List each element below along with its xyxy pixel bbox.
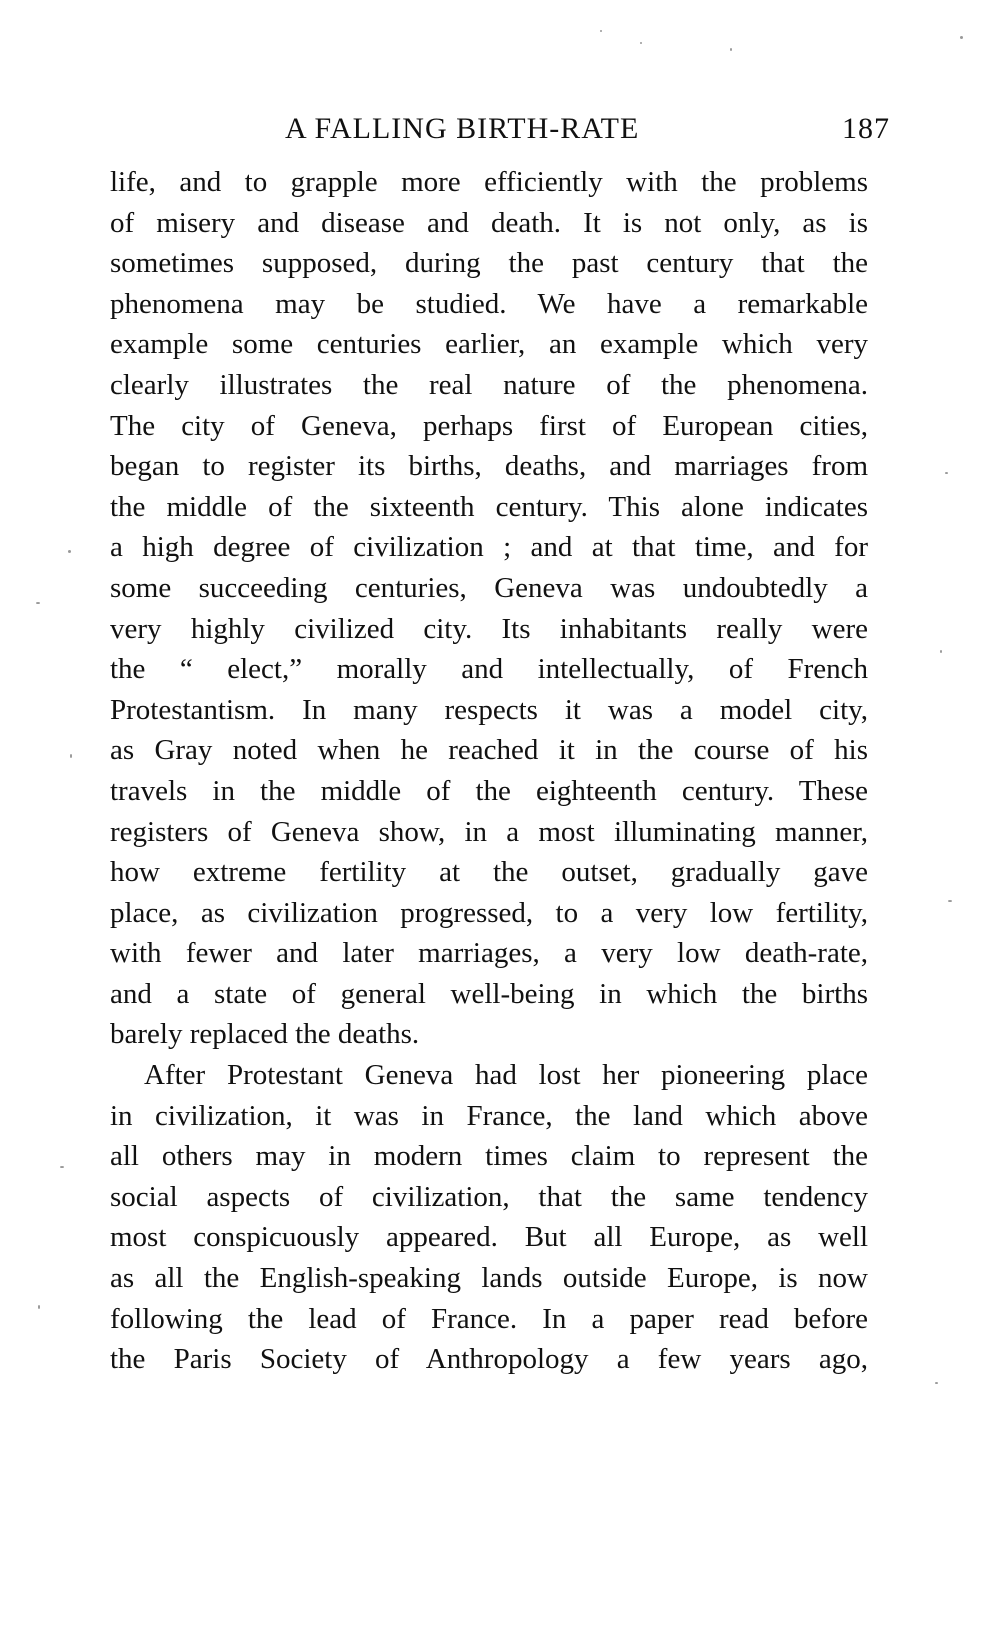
scan-speck (600, 30, 602, 32)
paragraph-2 (110, 1055, 868, 1380)
text-line: clearly illustrates the real nature of the phenomena. (110, 368, 868, 401)
text-line: of misery and disease and death. It is not only, as is (110, 206, 868, 239)
scan-speck (940, 650, 942, 653)
text-line: social aspects of civilization, that the same tendency (110, 1180, 868, 1213)
scan-speck (935, 1382, 938, 1384)
text-line: Protestantism. In many respects it was a model city, (110, 693, 868, 726)
text-line: travels in the middle of the eighteenth century. These (110, 774, 868, 807)
text-line: the “ elect,” morally and intellectually, of French (110, 653, 868, 686)
text-line: place, as civilization progressed, to a very low fertility, (110, 896, 868, 929)
text-line: barely replaced the deaths. (110, 1018, 420, 1051)
scan-speck (948, 900, 952, 902)
page-number: 187 (842, 112, 890, 145)
text-line: sometimes supposed, during the past century that the (110, 247, 868, 280)
text-line: After Protestant Geneva had lost her pioneering place (144, 1059, 868, 1092)
text-line: the middle of the sixteenth century. This alone indicates (110, 490, 868, 523)
text-line: how extreme fertility at the outset, gradually gave (110, 856, 868, 889)
scan-speck (960, 36, 963, 39)
scan-speck (730, 48, 732, 51)
text-line: as all the English-speaking lands outside Europe, is now (110, 1262, 868, 1295)
text-line: phenomena may be studied. We have a remarkable (110, 287, 868, 320)
scan-speck (640, 42, 642, 44)
running-title: A FALLING BIRTH-RATE (285, 112, 640, 145)
scan-speck (70, 754, 72, 758)
text-line: in civilization, it was in France, the land which above (110, 1099, 868, 1132)
text-line: the Paris Society of Anthropology a few years ago, (110, 1343, 868, 1376)
text-line: very highly civilized city. Its inhabitants really were (110, 612, 868, 645)
text-line: registers of Geneva show, in a most illuminating manner, (110, 815, 868, 848)
running-head (110, 112, 890, 152)
text-line: life, and to grapple more efficiently with the problems (110, 166, 868, 198)
paragraph-1 (110, 162, 868, 1055)
text-line: began to register its births, deaths, and marriages from (110, 450, 868, 483)
scan-speck (60, 1166, 64, 1168)
text-line: example some centuries earlier, an example which very (110, 328, 868, 361)
text-line: The city of Geneva, perhaps first of European cities, (110, 409, 868, 442)
scan-speck (68, 550, 71, 553)
text-line: a high degree of civilization ; and at that time, and for (110, 531, 868, 564)
text-line: most conspicuously appeared. But all Europe, as well (110, 1221, 868, 1254)
text-line: and a state of general well-being in which the births (110, 977, 868, 1010)
scan-speck (945, 472, 948, 474)
text-line: some succeeding centuries, Geneva was undoubtedly a (110, 571, 868, 604)
text-line: as Gray noted when he reached it in the course of his (110, 734, 868, 767)
text-line: with fewer and later marriages, a very low death-rate, (110, 937, 868, 970)
scan-speck (38, 1305, 40, 1309)
text-line: all others may in modern times claim to represent the (110, 1140, 868, 1173)
scan-speck (36, 602, 40, 604)
text-line: following the lead of France. In a paper read before (110, 1302, 868, 1335)
body-text (110, 162, 868, 1380)
